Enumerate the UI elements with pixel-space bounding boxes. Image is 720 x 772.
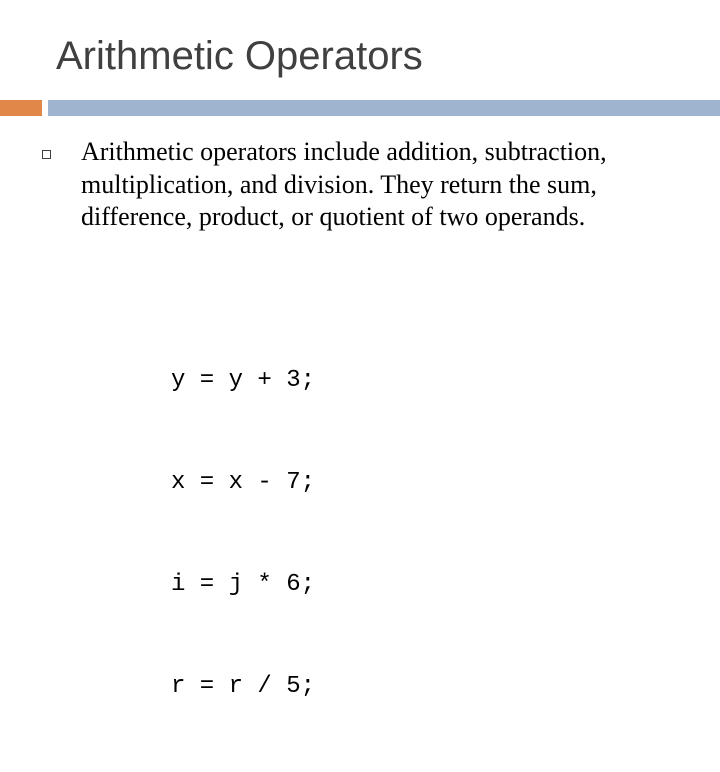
- code-line: i = j * 6;: [171, 571, 316, 598]
- title-divider-bar: [48, 100, 720, 116]
- slide-title: Arithmetic Operators: [56, 34, 423, 78]
- code-line: x = x - 7;: [171, 469, 316, 496]
- code-line: y = y + 3;: [171, 367, 316, 394]
- title-accent-bar: [0, 100, 42, 116]
- hollow-square-bullet-icon: [42, 150, 51, 159]
- bullet-text: Arithmetic operators include addition, subtraction, multiplication, and division. They return the sum, difference, product, or quotient of two operands.: [81, 137, 607, 232]
- code-example-block: [171, 296, 315, 772]
- code-line: r = r / 5;: [171, 673, 316, 700]
